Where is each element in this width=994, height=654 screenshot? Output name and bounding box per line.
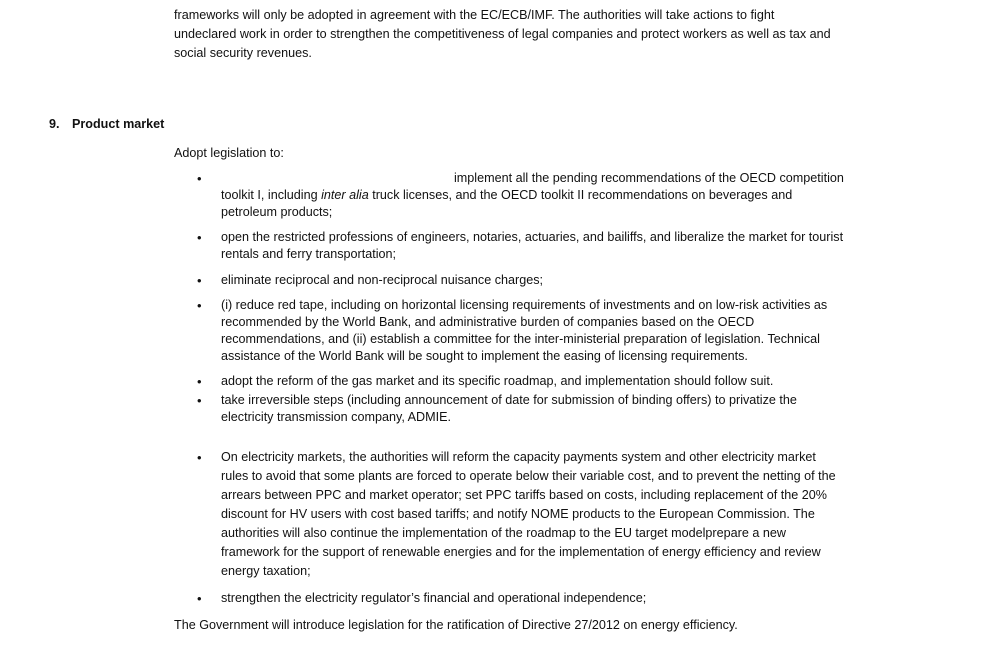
lead-text: Adopt legislation to: <box>174 146 284 160</box>
bullet-icon: • <box>197 450 202 465</box>
bullet-4-text: (i) reduce red tape, including on horizontal licensing requirements of investments and on low-risk activities as recommended by the World Bank, and administrative burden of companies based on the OECD recommendations, and (ii) establish a committee for the inter-ministerial preparation of legislation. Technical assistance of the World Bank will be sought to implement the easing of licensing requirements. <box>221 298 828 363</box>
bullet-1-text-a: implement all the pending recommendations of the OECD competition toolkit I, including <box>221 171 844 202</box>
bullet-5-text: adopt the reform of the gas market and its specific roadmap, and implementation should follow suit. <box>221 374 774 388</box>
section-number: 9. <box>49 117 60 131</box>
bullet-item-1 <box>197 170 846 221</box>
bullet-item-5 <box>197 373 846 390</box>
bullet-item-4 <box>197 297 846 365</box>
section-heading <box>49 115 164 134</box>
bullet-7-text: On electricity markets, the authorities will reform the capacity payments system and other electricity market rules to avoid that some plants are forced to operate below their variable cost, and to prevent the netting of the arrears between PPC and market operator; set PPC tariffs based on costs, including replacement of the 20% discount for HV users with cost based tariffs; and notify NOME products to the European Commission. The authorities will also continue the implementation of the roadmap to the EU target modelprepare a new framework for the support of renewable energies and for the implementation of energy efficiency and review energy taxation; <box>221 450 836 578</box>
bullet-icon: • <box>197 591 202 606</box>
bullet-1-text-b: truck licenses, and the OECD toolkit II recommendations on beverages and petroleum products; <box>221 188 793 219</box>
bullet-icon: • <box>197 393 202 408</box>
bullet-2-text: open the restricted professions of engineers, notaries, actuaries, and bailiffs, and liberalize the market for tourist rentals and ferry transportation; <box>221 230 844 261</box>
bullet-item-3 <box>197 272 846 289</box>
bullet-item-6 <box>197 392 846 426</box>
intro-paragraph: frameworks will only be adopted in agreement with the EC/ECB/IMF. The authorities will take actions to fight undeclared work in order to strengthen the competitiveness of legal companies and protect workers as well as tax and social security revenues. <box>174 8 831 60</box>
bullet-icon: • <box>197 298 202 313</box>
bullet-icon: • <box>197 230 202 245</box>
bullet-8-text: strengthen the electricity regulator’s financial and operational independence; <box>221 591 647 605</box>
bullet-icon: • <box>197 171 202 186</box>
bullet-6-text: take irreversible steps (including announcement of date for submission of binding offers) to privatize the electricity transmission company, ADMIE. <box>221 393 797 424</box>
bullet-icon: • <box>197 374 202 389</box>
bullet-item-2 <box>197 229 846 263</box>
section-title: Product market <box>72 117 165 131</box>
bullet-1-italic: inter alia <box>321 188 369 202</box>
bullet-3-text: eliminate reciprocal and non-reciprocal nuisance charges; <box>221 273 544 287</box>
bullet-item-8 <box>197 590 846 607</box>
bullet-icon: • <box>197 273 202 288</box>
closing-paragraph: The Government will introduce legislation for the ratification of Directive 27/2012 on energy efficiency. <box>174 618 738 632</box>
bullet-item-7 <box>197 448 846 581</box>
